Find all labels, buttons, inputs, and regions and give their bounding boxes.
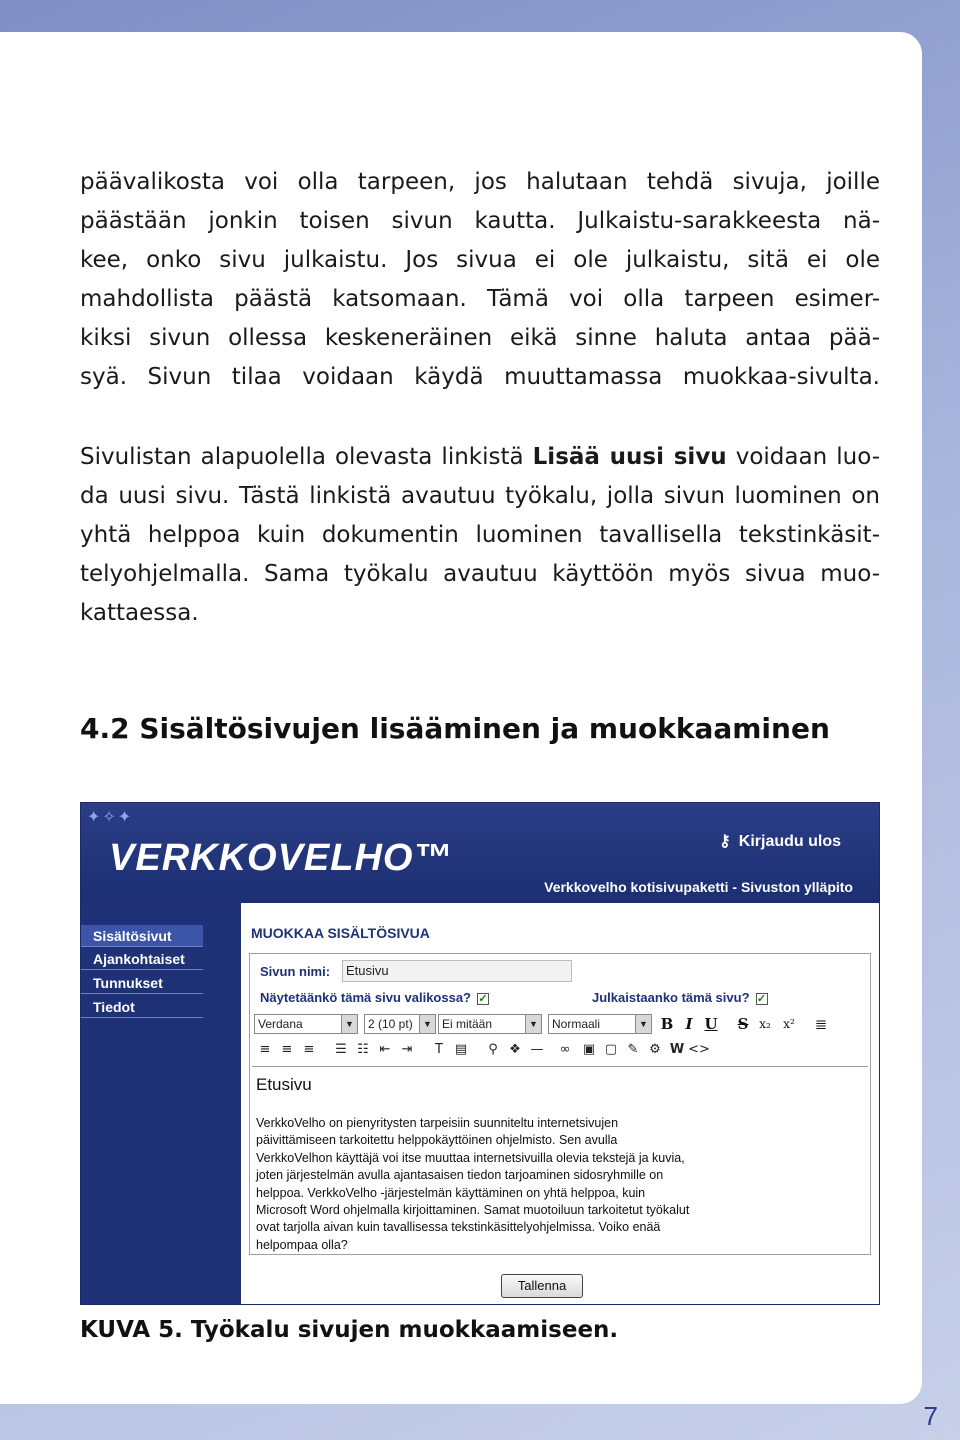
text-line: [80, 438, 880, 477]
edit-toolbar: [254, 1040, 864, 1062]
editor-line: päivittämiseen tarkoitettu helppokäyttöinen ohjelmisto. Sen avulla: [256, 1133, 618, 1148]
size-select[interactable]: [364, 1014, 436, 1034]
size-select-value: 2 (10 pt): [368, 1017, 413, 1031]
editor-line: ovat tarjolla aivan kuin tavallisessa tekstinkäsittelyohjelmissa. Voiko enää: [256, 1220, 661, 1235]
outdent-icon[interactable]: ⇤: [379, 1042, 391, 1057]
text-line: da uusi sivu. Tästä linkistä avautuu työkalu, jolla sivun luominen on: [80, 483, 880, 509]
paragraph-1: [80, 163, 880, 397]
sidebar-item-sisaltosivut[interactable]: Sisältösivut: [81, 925, 203, 947]
format-toolbar: [254, 1014, 864, 1036]
app-header: [81, 803, 879, 903]
text-segment: voidaan luo-: [726, 444, 880, 470]
rich-text-editor[interactable]: [252, 1066, 868, 1252]
find-icon[interactable]: ⚲: [488, 1042, 498, 1057]
chevron-down-icon: ▼: [525, 1015, 541, 1033]
sidebar: [81, 903, 241, 1305]
subscript-button[interactable]: x₂: [759, 1017, 771, 1031]
align-left-icon[interactable]: ≡: [259, 1042, 271, 1057]
text-line: päävalikosta voi olla tarpeen, jos halutaan tehdä sivuja, joille: [80, 169, 880, 195]
section-heading: 4.2 Sisältösivujen lisääminen ja muokkaaminen: [80, 712, 830, 745]
publish-label: Julkaistaanko tämä sivu?: [592, 990, 750, 1005]
text-line: päästään jonkin toisen sivun kautta. Julkaistu-sarakkeesta nä-: [80, 208, 880, 234]
format-select-value: Normaali: [552, 1017, 601, 1031]
text-line: syä. Sivun tilaa voidaan käydä muuttamassa muokkaa-sivulta.: [80, 364, 880, 390]
editor-line: joten järjestelmän avulla ajantasaisen tiedon tarjoaminen sidosryhmille on: [256, 1168, 664, 1183]
sidebar-item-ajankohtaiset[interactable]: Ajankohtaiset: [81, 948, 203, 970]
sidebar-item-tunnukset[interactable]: Tunnukset: [81, 972, 203, 994]
show-in-menu-label: Näytetäänkö tämä sivu valikossa?: [260, 990, 471, 1005]
editor-line: helpompaa olla?: [256, 1237, 348, 1252]
sidebar-item-tiedot[interactable]: Tiedot: [81, 996, 203, 1018]
text-segment: Sivulistan alapuolella olevasta linkistä: [80, 444, 533, 470]
save-button[interactable]: Tallenna: [501, 1274, 583, 1298]
publish-checkbox[interactable]: ✓: [756, 992, 767, 1005]
text-line: mahdollista päästä katsomaan. Tämä voi olla tarpeen esimer-: [80, 286, 880, 312]
app-logo: VERKKOVELHO™: [109, 837, 453, 879]
horizontal-rule-icon[interactable]: —: [530, 1042, 544, 1057]
app-subtitle: Verkkovelho kotisivupaketti - Sivuston ylläpito: [544, 879, 853, 895]
key-icon: ⚷: [719, 833, 731, 850]
content-title: MUOKKAA SISÄLTÖSIVUA: [251, 925, 430, 941]
editor-line: VerkkoVelhon käyttäjä voi itse muuttaa internetsivuilla olevia tekstejä ja kuvia,: [256, 1150, 685, 1165]
align-center-icon[interactable]: ≡: [281, 1042, 293, 1057]
align-right-icon[interactable]: ≡: [303, 1042, 315, 1057]
editor-line: VerkkoVelho on pienyritysten tarpeisiin suunniteltu internetsivujen: [256, 1116, 619, 1130]
editor-line: helppoa. VerkkoVelho -järjestelmän käyttäminen on yhtä helppoa, kuin: [256, 1185, 646, 1200]
editor-body: [256, 1115, 864, 1254]
chevron-down-icon: ▼: [635, 1015, 651, 1033]
logout-link[interactable]: [719, 831, 841, 851]
text-line: kattaessa.: [80, 600, 199, 626]
italic-button[interactable]: I: [685, 1015, 693, 1033]
editor-screenshot: [80, 802, 880, 1305]
page-number: 7: [923, 1401, 938, 1431]
page-name-input[interactable]: Etusivu: [342, 960, 572, 982]
format-select[interactable]: [548, 1014, 652, 1034]
numbered-list-icon[interactable]: ☰: [335, 1042, 347, 1057]
text-line: telyohjelmalla. Sama työkalu avautuu käyttöön myös sivua muo-: [80, 561, 880, 587]
frame-icon[interactable]: ▢: [604, 1042, 618, 1057]
image-icon[interactable]: ▣: [582, 1042, 596, 1057]
font-select[interactable]: [254, 1014, 358, 1034]
chevron-down-icon: ▼: [341, 1015, 357, 1033]
text-line: kee, onko sivu julkaistu. Jos sivua ei ole julkaistu, sitä ei ole: [80, 247, 880, 273]
chevron-down-icon: ▼: [419, 1015, 435, 1033]
bold-button[interactable]: B: [660, 1015, 674, 1033]
underline-button[interactable]: U: [704, 1015, 718, 1033]
figure-caption: KUVA 5. Työkalu sivujen muokkaamiseen.: [80, 1317, 619, 1343]
page-sheet: [0, 32, 922, 1404]
stars-decoration: ✦✧✦: [87, 807, 134, 826]
text-line: yhtä helppoa kuin dokumentin luominen tavallisella tekstinkäsit-: [80, 522, 880, 548]
word-icon[interactable]: W: [669, 1042, 685, 1057]
style-select[interactable]: [438, 1014, 542, 1034]
editor-heading: Etusivu: [256, 1075, 312, 1094]
plugin-icon[interactable]: ❖: [509, 1042, 521, 1057]
paste-icon[interactable]: ▤: [454, 1042, 468, 1057]
settings-icon[interactable]: ⚙: [649, 1042, 661, 1057]
logout-label: Kirjaudu ulos: [738, 833, 841, 850]
bullet-list-icon[interactable]: ☷: [357, 1042, 369, 1057]
show-in-menu-checkbox[interactable]: ✓: [478, 992, 488, 1005]
font-select-value: Verdana: [258, 1017, 303, 1031]
strikethrough-button[interactable]: S: [737, 1015, 749, 1033]
edit-form: [249, 953, 871, 1255]
justify-icon[interactable]: ≣: [814, 1015, 828, 1033]
indent-icon[interactable]: ⇥: [401, 1042, 413, 1057]
link-name-bold: Lisää uusi sivu: [532, 444, 727, 470]
text-color-icon[interactable]: T: [435, 1042, 443, 1057]
page-name-label: Sivun nimi:: [260, 964, 331, 979]
superscript-button[interactable]: x²: [783, 1017, 795, 1031]
pencil-icon[interactable]: ✎: [627, 1042, 639, 1057]
paragraph-2: [80, 438, 880, 633]
link-icon[interactable]: ∞: [559, 1042, 571, 1057]
text-line: kiksi sivun ollessa keskeneräinen eikä sinne haluta antaa pää-: [80, 325, 880, 351]
style-select-value: Ei mitään: [442, 1017, 493, 1031]
show-in-menu-row: [260, 990, 489, 1005]
editor-line: Microsoft Word ohjelmalla kirjoittaminen. Samat muotoiluun tarkoitetut työkalut: [256, 1203, 690, 1218]
publish-row: [592, 990, 768, 1005]
source-code-icon[interactable]: <>: [688, 1042, 710, 1057]
